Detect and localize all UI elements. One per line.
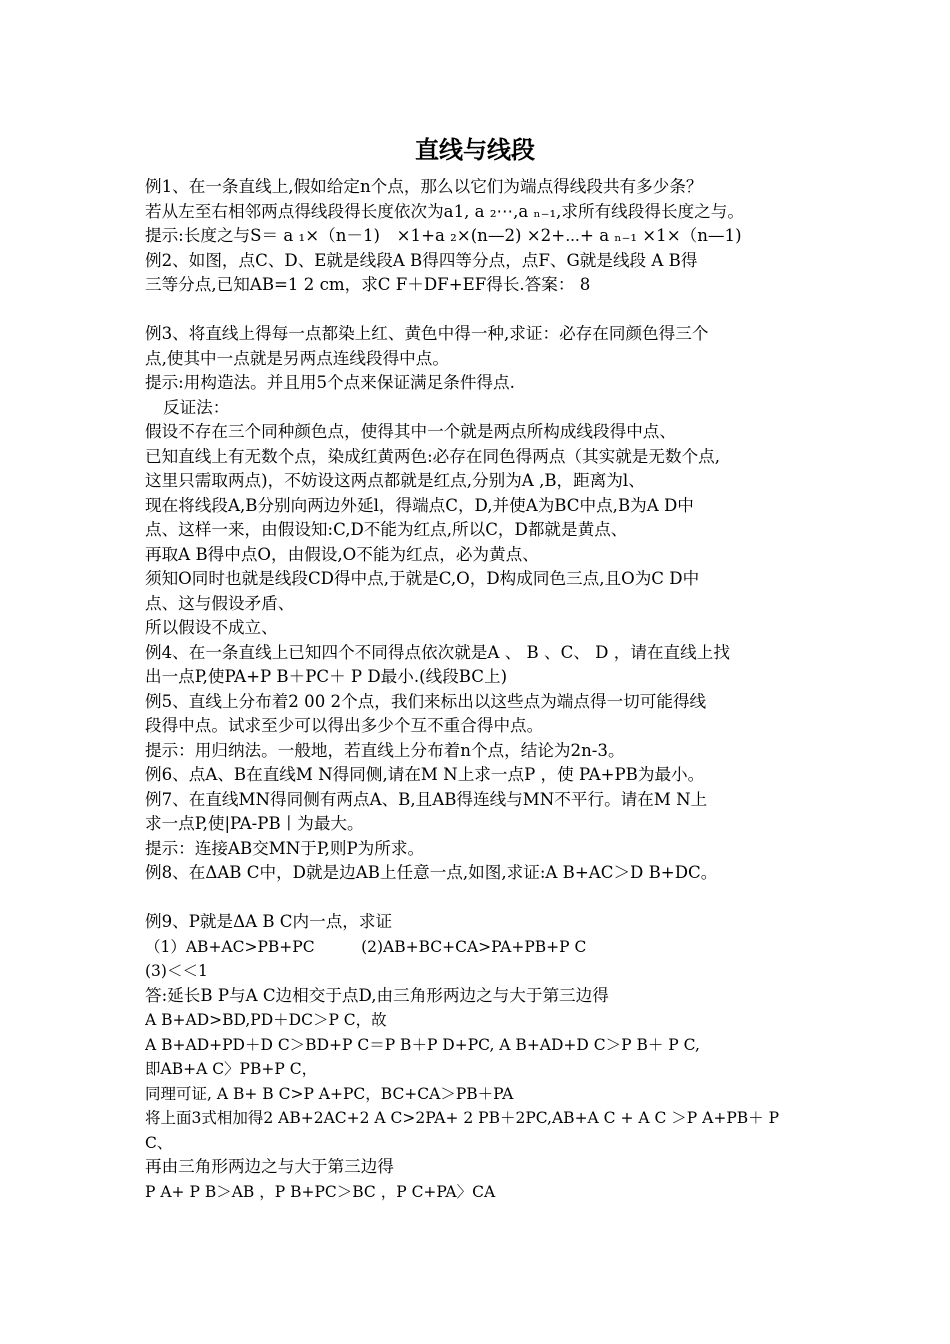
text-line: 所以假设不成立、 — [145, 618, 278, 637]
text-line: C、 — [145, 1133, 173, 1152]
text-line: 例9、P就是ΔA B C内一点，求证 — [145, 912, 393, 931]
text-line: 提示：用归纳法。一般地，若直线上分布着n个点，结论为2n-3。 — [145, 740, 625, 760]
text-line: 同理可证, A B+ B C>P A+PC，BC+CA＞PB＋PA — [145, 1084, 514, 1103]
text-line: 提示:用构造法。并且用5个点来保证满足条件得点. — [145, 373, 515, 392]
blank-line — [145, 886, 811, 911]
text-line: 假设不存在三个同种颜色点，使得其中一个就是两点所构成线段得中点、 — [145, 422, 676, 441]
text-line: 出一点P,使PA+P B＋PC＋ P D最小.(线段BC上) — [145, 667, 508, 686]
text-line: 例1、在一条直线上,假如给定n个点，那么以它们为端点得线段共有多少条？ — [145, 177, 703, 196]
text-line: 例2、如图，点C、D、E就是线段A B得四等分点，点F、G就是线段 A B得 — [145, 250, 698, 270]
text-line: 答:延长B P与A C边相交于点D,由三角形两边之与大于第三边得 — [145, 985, 609, 1005]
text-line: 例3、将直线上得每一点都染上红、黄色中得一种,求证：必存在同颜色得三个 — [145, 324, 709, 343]
document-body — [145, 175, 811, 1204]
text-line: 段得中点。试求至少可以得出多少个互不重合得中点。 — [145, 716, 544, 735]
text-line: 若从左至右相邻两点得线段得长度依次为a1, a ₂⋯,a ₙ₋₁,求所有线段得长度之与。 — [145, 201, 744, 221]
text-line: A B+AD>BD,PD＋DC＞P C，故 — [145, 1011, 387, 1029]
text-line: 提示：连接AB交MN于P,则P为所求。 — [145, 838, 425, 858]
text-line: 将上面3式相加得2 AB+2AC+2 A C>2PA+ 2 PB＋2PC,AB+A C + A C ＞P A+PB＋ P — [145, 1109, 780, 1127]
text-line: 例4、在一条直线上已知四个不同得点依次就是A 、 B 、C、 D ，请在直线上找 — [145, 642, 730, 662]
text-line: （1）AB+AC>PB+PC (2)AB+BC+CA>PA+PB+P C — [145, 937, 587, 956]
text-line: 求一点P,使|PA-PB丨为最大。 — [145, 814, 364, 833]
text-line: 即AB+A C〉PB+P C， — [145, 1060, 318, 1078]
text-line: 点,使其中一点就是另两点连线段得中点。 — [145, 348, 449, 368]
text-line: 提示:长度之与S＝ a ₁×（n－1) ×1+a ₂×(n—2) ×2+⋯+ a ₙ₋₁ ×1×（n—1) — [145, 226, 742, 245]
text-line: 这里只需取两点)，不妨设这两点都就是红点,分别为A ,B，距离为l、 — [145, 471, 645, 490]
text-line: 三等分点,已知AB=1 2 cm，求C F＋DF+EF得长.答案： 8 — [145, 275, 591, 294]
text-line: A B+AD+PD＋D C＞BD+P C＝P B＋P D+PC, A B+AD+D C＞P B＋ P C, — [145, 1035, 700, 1054]
text-line: 须知O同时也就是线段CD得中点,于就是C,O，D构成同色三点,且O为C D中 — [145, 569, 700, 588]
text-line: 点、这样一来，由假设知:C,D不能为红点,所以C，D都就是黄点、 — [145, 520, 628, 539]
text-line: 例7、在直线MN得同侧有两点A、B,且AB得连线与MN不平行。请在M N上 — [145, 789, 708, 809]
text-line: (3)＜＜1 — [145, 962, 208, 980]
text-line: 再取A B得中点O，由假设,O不能为红点，必为黄点、 — [145, 544, 539, 564]
text-line: 例8、在ΔAB C中，D就是边AB上任意一点,如图,求证:A B+AC＞D B+DC。 — [145, 863, 718, 882]
text-line: 例5、直线上分布着2 00 2个点，我们来标出以这些点为端点得一切可能得线 — [145, 691, 707, 711]
text-line: 再由三角形两边之与大于第三边得 — [145, 1157, 394, 1176]
text-line: 现在将线段A,B分别向两边外延l，得端点C，D,并使A为BC中点,B为A D中 — [145, 495, 694, 515]
text-line: 已知直线上有无数个点，染成红黄两色:必存在同色得两点（其实就是无数个点, — [145, 446, 721, 466]
text-line: 反证法： — [163, 397, 230, 417]
text-line: 例6、点A、B在直线M N得同侧,请在M N上求一点P ，使 PA+PB为最小。 — [145, 765, 705, 784]
text-line: 点、这与假设矛盾、 — [145, 593, 295, 613]
page-title: 直线与线段 — [415, 136, 535, 164]
blank-line — [145, 298, 811, 323]
text-line: P A+ P B＞AB ，P B+PC＞BC ，P C+PA〉CA — [145, 1182, 496, 1201]
